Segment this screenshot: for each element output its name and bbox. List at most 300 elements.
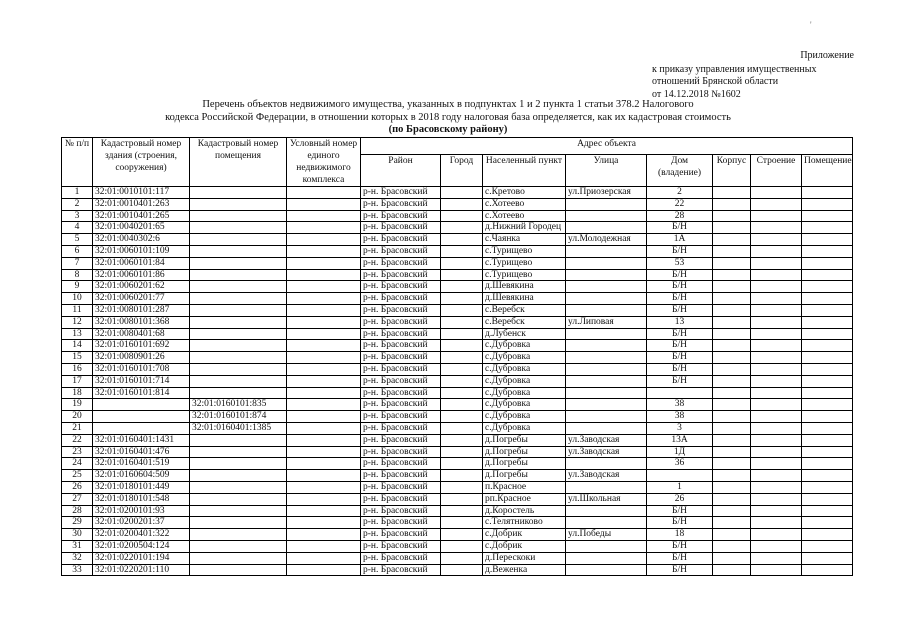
cell-room xyxy=(802,198,853,210)
table-row xyxy=(62,245,853,257)
cell-korpus xyxy=(713,281,751,293)
cell-num: 20 xyxy=(62,411,93,423)
cell-cad-room xyxy=(190,257,287,269)
cell-cad-building xyxy=(93,399,190,411)
cell-cad-room xyxy=(190,234,287,246)
cell-city xyxy=(441,529,483,541)
cell-house: 1 xyxy=(647,481,713,493)
cell-building xyxy=(751,517,802,529)
cell-settlement: д.Лубенск xyxy=(483,328,566,340)
cell-settlement: с.Дубровка xyxy=(483,387,566,399)
cell-cad-room xyxy=(190,340,287,352)
cell-room xyxy=(802,470,853,482)
cell-street xyxy=(566,328,647,340)
cell-korpus xyxy=(713,245,751,257)
table-row xyxy=(62,222,853,234)
cell-korpus xyxy=(713,422,751,434)
cell-settlement: с.Дубровка xyxy=(483,399,566,411)
cell-building xyxy=(751,198,802,210)
cell-cad-room xyxy=(190,375,287,387)
cell-korpus xyxy=(713,540,751,552)
cell-room xyxy=(802,363,853,375)
table-row xyxy=(62,470,853,482)
cell-house: 18 xyxy=(647,529,713,541)
cell-building xyxy=(751,434,802,446)
cell-city xyxy=(441,458,483,470)
cell-settlement: рп.Красное xyxy=(483,493,566,505)
cell-district: р-н. Брасовский xyxy=(361,375,441,387)
table-row xyxy=(62,198,853,210)
cell-cad-room xyxy=(190,481,287,493)
cell-conditional-number xyxy=(287,564,361,576)
cell-district: р-н. Брасовский xyxy=(361,187,441,199)
cell-conditional-number xyxy=(287,399,361,411)
title-district: (по Брасовскому району) xyxy=(388,124,508,135)
cell-building xyxy=(751,293,802,305)
cell-cad-room xyxy=(190,517,287,529)
cell-num: 25 xyxy=(62,470,93,482)
cell-num: 29 xyxy=(62,517,93,529)
cell-district: р-н. Брасовский xyxy=(361,198,441,210)
header-settlement: Населенный пункт xyxy=(483,154,566,186)
cell-cad-building: 32:01:0160604:509 xyxy=(93,470,190,482)
cell-settlement: с.Веребск xyxy=(483,304,566,316)
cell-korpus xyxy=(713,564,751,576)
cell-conditional-number xyxy=(287,552,361,564)
cell-street xyxy=(566,422,647,434)
cell-district: р-н. Брасовский xyxy=(361,293,441,305)
cell-settlement: д.Погребы xyxy=(483,458,566,470)
cell-house: Б/Н xyxy=(647,540,713,552)
cell-num: 33 xyxy=(62,564,93,576)
cell-cad-building: 32:01:0060101:86 xyxy=(93,269,190,281)
cell-city xyxy=(441,257,483,269)
cell-korpus xyxy=(713,493,751,505)
table-row xyxy=(62,375,853,387)
cell-settlement: с.Веребск xyxy=(483,316,566,328)
cell-num: 23 xyxy=(62,446,93,458)
cell-conditional-number xyxy=(287,540,361,552)
table-row xyxy=(62,552,853,564)
cell-street xyxy=(566,245,647,257)
cell-house: Б/Н xyxy=(647,352,713,364)
cell-korpus xyxy=(713,222,751,234)
header-building: Строение xyxy=(751,154,802,186)
cell-room xyxy=(802,304,853,316)
cell-conditional-number xyxy=(287,269,361,281)
cell-room xyxy=(802,552,853,564)
cell-house: Б/Н xyxy=(647,269,713,281)
cell-house: Б/Н xyxy=(647,363,713,375)
cell-conditional-number xyxy=(287,470,361,482)
cell-cad-room xyxy=(190,352,287,364)
cell-cad-building: 32:01:0200401:322 xyxy=(93,529,190,541)
cell-settlement: д.Шевякина xyxy=(483,281,566,293)
cell-city xyxy=(441,375,483,387)
cell-num: 6 xyxy=(62,245,93,257)
cell-district: р-н. Брасовский xyxy=(361,446,441,458)
header-korpus: Корпус xyxy=(713,154,751,186)
cell-street: ул.Заводская xyxy=(566,434,647,446)
cell-conditional-number xyxy=(287,387,361,399)
cell-city xyxy=(441,399,483,411)
cell-district: р-н. Брасовский xyxy=(361,481,441,493)
header-cad-room: Кадастровый номер помещения xyxy=(190,138,287,187)
cell-settlement: с.Хотеево xyxy=(483,210,566,222)
cell-house: 1А xyxy=(647,234,713,246)
cell-house: 1Д xyxy=(647,446,713,458)
cell-house: Б/Н xyxy=(647,293,713,305)
appendix-line: от 14.12.2018 №1602 xyxy=(652,88,741,100)
cell-conditional-number xyxy=(287,446,361,458)
cell-district: р-н. Брасовский xyxy=(361,234,441,246)
cell-num: 31 xyxy=(62,540,93,552)
table-row xyxy=(62,269,853,281)
table-row xyxy=(62,422,853,434)
cell-building xyxy=(751,187,802,199)
cell-korpus xyxy=(713,198,751,210)
cell-cad-room xyxy=(190,505,287,517)
appendix-title: Приложение xyxy=(800,50,854,61)
cell-korpus xyxy=(713,187,751,199)
cell-korpus xyxy=(713,304,751,316)
cell-building xyxy=(751,387,802,399)
cell-room xyxy=(802,481,853,493)
cell-district: р-н. Брасовский xyxy=(361,493,441,505)
cell-korpus xyxy=(713,340,751,352)
cell-district: р-н. Брасовский xyxy=(361,387,441,399)
cell-conditional-number xyxy=(287,375,361,387)
cell-building xyxy=(751,375,802,387)
cell-city xyxy=(441,316,483,328)
cell-street: ул.Молодежная xyxy=(566,234,647,246)
cell-street xyxy=(566,198,647,210)
table-row xyxy=(62,564,853,576)
cell-room xyxy=(802,187,853,199)
cell-cad-building: 32:01:0060201:77 xyxy=(93,293,190,305)
cell-district: р-н. Брасовский xyxy=(361,269,441,281)
cell-cad-building: 32:01:0200101:93 xyxy=(93,505,190,517)
cell-num: 5 xyxy=(62,234,93,246)
cell-city xyxy=(441,411,483,423)
cell-cad-room xyxy=(190,529,287,541)
cell-building xyxy=(751,399,802,411)
table-row xyxy=(62,529,853,541)
cell-district: р-н. Брасовский xyxy=(361,564,441,576)
cell-num: 8 xyxy=(62,269,93,281)
cell-building xyxy=(751,552,802,564)
cell-cad-building: 32:01:0200504:124 xyxy=(93,540,190,552)
cell-conditional-number xyxy=(287,505,361,517)
cell-settlement: с.Дубровка xyxy=(483,411,566,423)
cell-cad-room xyxy=(190,316,287,328)
cell-house: Б/Н xyxy=(647,375,713,387)
cell-conditional-number xyxy=(287,316,361,328)
cell-room xyxy=(802,458,853,470)
cell-num: 3 xyxy=(62,210,93,222)
cell-room xyxy=(802,245,853,257)
cell-korpus xyxy=(713,234,751,246)
cell-cad-building: 32:01:0220101:194 xyxy=(93,552,190,564)
cell-cad-building: 32:01:0060101:84 xyxy=(93,257,190,269)
header-room: Помещение xyxy=(802,154,853,186)
cell-korpus xyxy=(713,316,751,328)
table-row xyxy=(62,281,853,293)
cell-street xyxy=(566,387,647,399)
cell-room xyxy=(802,222,853,234)
cell-district: р-н. Брасовский xyxy=(361,363,441,375)
cell-conditional-number xyxy=(287,422,361,434)
cell-num: 26 xyxy=(62,481,93,493)
cell-cad-building: 32:01:0160101:708 xyxy=(93,363,190,375)
cell-cad-building: 32:01:0010401:263 xyxy=(93,198,190,210)
table-row xyxy=(62,540,853,552)
cell-cad-room xyxy=(190,540,287,552)
cell-cad-room xyxy=(190,198,287,210)
cell-cad-room xyxy=(190,552,287,564)
cell-house: 13 xyxy=(647,316,713,328)
cell-district: р-н. Брасовский xyxy=(361,529,441,541)
cell-korpus xyxy=(713,446,751,458)
cell-cad-building: 32:01:0080401:68 xyxy=(93,328,190,340)
header-street: Улица xyxy=(566,154,647,186)
table-row xyxy=(62,187,853,199)
cell-settlement: д.Погребы xyxy=(483,470,566,482)
cell-city xyxy=(441,470,483,482)
cell-street xyxy=(566,375,647,387)
cell-house: 53 xyxy=(647,257,713,269)
table-body xyxy=(62,187,853,576)
cell-building xyxy=(751,222,802,234)
appendix-line: к приказу управления имущественных xyxy=(652,63,817,75)
cell-num: 12 xyxy=(62,316,93,328)
cell-cad-building: 32:01:0160101:814 xyxy=(93,387,190,399)
header-cad-building: Кадастровый номер здания (строения, сооружения) xyxy=(93,138,190,187)
cell-building xyxy=(751,210,802,222)
cell-cad-room xyxy=(190,210,287,222)
cell-conditional-number xyxy=(287,340,361,352)
cell-street xyxy=(566,552,647,564)
cell-conditional-number xyxy=(287,245,361,257)
cell-cad-room xyxy=(190,281,287,293)
cell-cad-building: 32:01:0010101:117 xyxy=(93,187,190,199)
cell-room xyxy=(802,352,853,364)
cell-building xyxy=(751,564,802,576)
cell-cad-room xyxy=(190,446,287,458)
cell-num: 17 xyxy=(62,375,93,387)
cell-street xyxy=(566,222,647,234)
cell-district: р-н. Брасовский xyxy=(361,281,441,293)
cell-district: р-н. Брасовский xyxy=(361,505,441,517)
cell-cad-room: 32:01:0160101:835 xyxy=(190,399,287,411)
cell-city xyxy=(441,281,483,293)
cell-korpus xyxy=(713,517,751,529)
cell-district: р-н. Брасовский xyxy=(361,352,441,364)
cell-room xyxy=(802,210,853,222)
cell-cad-building: 32:01:0220201:110 xyxy=(93,564,190,576)
cell-num: 11 xyxy=(62,304,93,316)
cell-cad-building: 32:01:0060201:62 xyxy=(93,281,190,293)
document-title xyxy=(60,99,836,137)
cell-district: р-н. Брасовский xyxy=(361,422,441,434)
cell-cad-building: 32:01:0040201:65 xyxy=(93,222,190,234)
cell-cad-room xyxy=(190,387,287,399)
cell-cad-building: 32:01:0060101:109 xyxy=(93,245,190,257)
cell-street xyxy=(566,540,647,552)
table-row xyxy=(62,210,853,222)
cell-city xyxy=(441,245,483,257)
cell-house xyxy=(647,387,713,399)
cell-settlement: д.Веженка xyxy=(483,564,566,576)
cell-num: 14 xyxy=(62,340,93,352)
cell-cad-room xyxy=(190,222,287,234)
cell-district: р-н. Брасовский xyxy=(361,328,441,340)
cell-street: ул.Заводская xyxy=(566,446,647,458)
cell-cad-building: 32:01:0010401:265 xyxy=(93,210,190,222)
cell-num: 22 xyxy=(62,434,93,446)
cell-building xyxy=(751,481,802,493)
cell-room xyxy=(802,316,853,328)
cell-room xyxy=(802,387,853,399)
table-row xyxy=(62,352,853,364)
cell-num: 19 xyxy=(62,399,93,411)
cell-cad-room xyxy=(190,187,287,199)
cell-conditional-number xyxy=(287,529,361,541)
cell-district: р-н. Брасовский xyxy=(361,411,441,423)
cell-city xyxy=(441,304,483,316)
cell-street: ул.Приозерская xyxy=(566,187,647,199)
cell-settlement: д.Нижний Городец xyxy=(483,222,566,234)
cell-room xyxy=(802,234,853,246)
table-row xyxy=(62,446,853,458)
cell-street: ул.Победы xyxy=(566,529,647,541)
table-row xyxy=(62,304,853,316)
cell-room xyxy=(802,411,853,423)
cell-room xyxy=(802,493,853,505)
header-city: Город xyxy=(441,154,483,186)
cell-street xyxy=(566,458,647,470)
cell-korpus xyxy=(713,352,751,364)
cell-settlement: с.Кретово xyxy=(483,187,566,199)
cell-korpus xyxy=(713,529,751,541)
cell-settlement: с.Хотеево xyxy=(483,198,566,210)
cell-conditional-number xyxy=(287,187,361,199)
cell-house: Б/Н xyxy=(647,340,713,352)
cell-building xyxy=(751,316,802,328)
cell-city xyxy=(441,269,483,281)
cell-house: Б/Н xyxy=(647,304,713,316)
cell-conditional-number xyxy=(287,481,361,493)
cell-house: 26 xyxy=(647,493,713,505)
cell-street xyxy=(566,281,647,293)
cell-cad-room xyxy=(190,564,287,576)
cell-cad-building: 32:01:0160101:714 xyxy=(93,375,190,387)
cell-house xyxy=(647,470,713,482)
table-row xyxy=(62,387,853,399)
cell-settlement: с.Турищево xyxy=(483,257,566,269)
title-line-1: Перечень объектов недвижимого имущества, указанных в подпунктах 1 и 2 пункта 1 статьи 378.2 Налогового xyxy=(202,99,694,110)
cell-cad-building: 32:01:0040302:6 xyxy=(93,234,190,246)
cell-cad-building xyxy=(93,411,190,423)
cell-cad-room: 32:01:0160401:1385 xyxy=(190,422,287,434)
cell-conditional-number xyxy=(287,198,361,210)
cell-house: 28 xyxy=(647,210,713,222)
cell-city xyxy=(441,363,483,375)
cell-building xyxy=(751,245,802,257)
cell-room xyxy=(802,375,853,387)
property-table xyxy=(61,137,853,576)
cell-room xyxy=(802,269,853,281)
cell-house: Б/Н xyxy=(647,328,713,340)
cell-city xyxy=(441,210,483,222)
cell-settlement: д.Погребы xyxy=(483,446,566,458)
cell-district: р-н. Брасовский xyxy=(361,316,441,328)
table-row xyxy=(62,458,853,470)
cell-conditional-number xyxy=(287,493,361,505)
cell-city xyxy=(441,505,483,517)
cell-city xyxy=(441,198,483,210)
cell-building xyxy=(751,328,802,340)
cell-district: р-н. Брасовский xyxy=(361,257,441,269)
cell-building xyxy=(751,363,802,375)
cell-house: 36 xyxy=(647,458,713,470)
cell-building xyxy=(751,540,802,552)
table-row xyxy=(62,328,853,340)
cell-city xyxy=(441,564,483,576)
cell-room xyxy=(802,564,853,576)
cell-city xyxy=(441,187,483,199)
table-row xyxy=(62,257,853,269)
cell-cad-room xyxy=(190,293,287,305)
title-line-2: кодекса Российской Федерации, в отношении которых в 2018 году налоговая база определяется, как их кадастровая стоимость xyxy=(165,111,731,123)
cell-building xyxy=(751,411,802,423)
cell-building xyxy=(751,458,802,470)
cell-num: 30 xyxy=(62,529,93,541)
cell-city xyxy=(441,328,483,340)
cell-settlement: с.Добрик xyxy=(483,540,566,552)
cell-settlement: с.Дубровка xyxy=(483,340,566,352)
cell-building xyxy=(751,340,802,352)
cell-building xyxy=(751,446,802,458)
cell-house: 2 xyxy=(647,187,713,199)
cell-conditional-number xyxy=(287,281,361,293)
cell-korpus xyxy=(713,458,751,470)
cell-num: 32 xyxy=(62,552,93,564)
cell-conditional-number xyxy=(287,458,361,470)
table-row xyxy=(62,234,853,246)
cell-street xyxy=(566,363,647,375)
header-address: Адрес объекта xyxy=(361,138,853,155)
cell-conditional-number xyxy=(287,293,361,305)
cell-street xyxy=(566,411,647,423)
cell-room xyxy=(802,257,853,269)
cell-num: 2 xyxy=(62,198,93,210)
cell-cad-room xyxy=(190,245,287,257)
cell-city xyxy=(441,552,483,564)
appendix-line: отношений Брянской области xyxy=(652,76,779,87)
cell-room xyxy=(802,328,853,340)
cell-korpus xyxy=(713,505,751,517)
cell-conditional-number xyxy=(287,304,361,316)
cell-settlement: с.Дубровка xyxy=(483,375,566,387)
table-row xyxy=(62,411,853,423)
cell-street xyxy=(566,304,647,316)
cell-cad-building: 32:01:0080101:368 xyxy=(93,316,190,328)
cell-cad-room xyxy=(190,434,287,446)
table-row xyxy=(62,399,853,411)
cell-conditional-number xyxy=(287,411,361,423)
cell-cad-room xyxy=(190,304,287,316)
